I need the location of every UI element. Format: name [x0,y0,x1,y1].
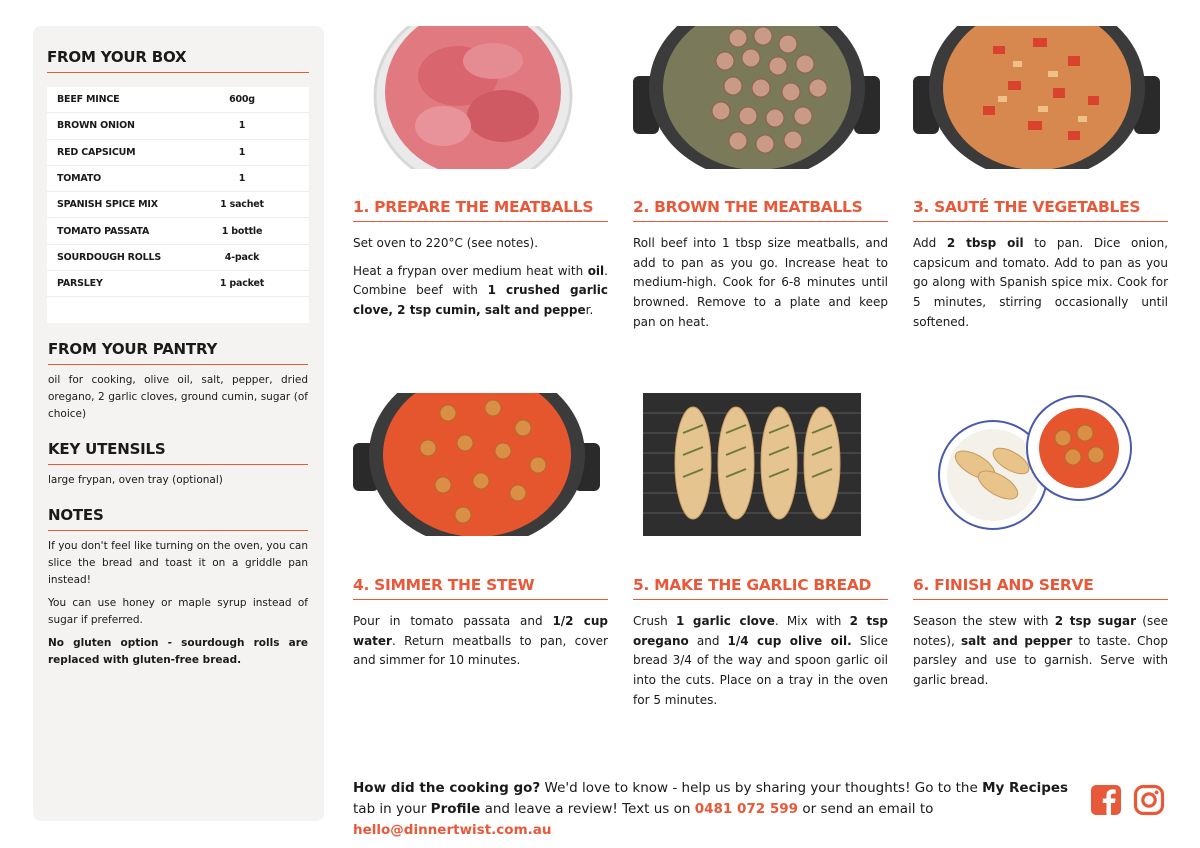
instruction-text: r. [585,303,594,318]
ingredient-row [47,218,309,244]
email-link[interactable]: hello@dinnertwist.com.au [353,822,552,838]
step-instructions [913,234,1168,333]
step-instructions [633,612,888,711]
feedback-footer [353,778,1073,841]
instruction-paragraph [633,234,888,333]
step-instructions [633,234,888,333]
ingredient-quantity: 1 [238,120,246,132]
ingredient-name: BROWN ONION [57,120,135,132]
instruction-text: Pour in tomato passata and [353,614,553,628]
my-recipes-link[interactable]: My Recipes [982,780,1069,796]
meatballs-in-pan-image [633,26,888,169]
pantry-text: oil for cooking, olive oil, salt, pepper, dried oregano, 2 garlic cloves, ground cumin, sugar (of choice) [48,374,308,420]
step-instructions [913,612,1168,691]
ingredient-quantity: 600g [229,94,255,106]
ingredient-quantity: 1 bottle [221,225,263,237]
instruction-highlight: 2 tsp oregano [633,614,889,648]
instruction-paragraph [913,612,1168,691]
instruction-text: Set oven to 220°C (see notes). [353,236,539,250]
instruction-text: to pan. Dice onion, capsicum and tomato. Add to pan as you go along with Spanish spice mix. Cook for 5 minutes, stirring occasionally until softened. [913,236,1169,329]
instruction-text: . Combine beef with [353,263,608,298]
instruction-highlight: 2 tsp sugar [1054,614,1137,628]
instagram-icon[interactable] [1133,784,1165,820]
step-title: 3. SAUTÉ THE VEGETABLES [913,198,1168,222]
instruction-text: Add [913,236,947,250]
ingredients-table [47,87,309,323]
instruction-highlight: salt and pepper [960,633,1073,648]
instruction-highlight: 1/4 cup olive oil. [727,633,852,648]
sidebar [33,26,324,821]
note-item: If you don't feel like turning on the oven, you can slice the bread and toast it on a griddle pan instead! [48,540,308,586]
utensils-text: large frypan, oven tray (optional) [48,474,223,486]
bowl-of-beef-mince-image [353,26,608,169]
vegetables-in-pan-image [913,26,1168,169]
instruction-highlight: 1 garlic clove [676,614,775,628]
instruction-text: . Return meatballs to pan, cover and simmer for 10 minutes. [353,633,608,668]
utensils-section [48,440,308,489]
ingredient-row [47,192,309,218]
ingredient-name: SPANISH SPICE MIX [57,199,158,211]
ingredient-quantity: 1 packet [219,278,265,290]
instruction-highlight: 1 crushed garlic clove, 2 tsp cumin, salt and peppe [353,283,609,318]
ingredient-name: RED CAPSICUM [57,146,136,158]
ingredient-quantity: 4-pack [224,251,260,263]
instruction-highlight: 1/2 cup water [353,614,608,648]
plated-stew-and-bread-image [913,393,1168,536]
ingredient-name: BEEF MINCE [57,94,120,106]
ingredient-quantity: 1 [238,146,246,158]
facebook-icon[interactable] [1090,784,1122,820]
ingredient-quantity: 1 [238,173,246,185]
garlic-bread-on-tray-image [633,393,888,536]
ingredient-row [47,166,309,192]
instruction-text: Slice bread 3/4 of the way and spoon garlic oil into the cuts. Place on a tray in the oven for 5 minutes. [633,633,888,707]
step-instructions [353,612,608,671]
step-title: 1. PREPARE THE MEATBALLS [353,198,608,222]
from-your-box-title: FROM YOUR BOX [47,48,309,73]
step-title: 5. MAKE THE GARLIC BREAD [633,576,888,600]
notes-title: NOTES [48,506,308,531]
pantry-title: FROM YOUR PANTRY [48,340,308,365]
step-instructions [353,234,608,321]
instruction-highlight: 2 tbsp oil [946,236,1024,250]
instruction-paragraph [353,234,608,254]
instruction-paragraph [633,612,888,711]
instruction-paragraph [913,234,1168,333]
utensils-title: KEY UTENSILS [48,440,308,465]
ingredient-row [47,245,309,271]
instruction-text: Roll beef into 1 tbsp size meatballs, and add to pan as you go. Increase heat to medium-high. Cook for 6-8 minutes until browned. Remove to a plate and keep pan on heat. [633,236,888,329]
ingredient-name: TOMATO [57,173,101,185]
from-your-box-section [47,48,309,323]
note-item: No gluten option - sourdough rolls are replaced with gluten-free bread. [48,637,308,666]
ingredient-row [47,113,309,139]
ingredient-row [47,140,309,166]
footer-text: and leave a review! Text us on [480,801,695,817]
instruction-highlight: oil [587,263,605,278]
instruction-text: Heat a frypan over medium heat with [353,263,588,278]
profile-link[interactable]: Profile [430,801,481,817]
footer-text: or send an email to [798,801,934,817]
feedback-question: How did the cooking go? [353,780,541,796]
note-item: You can use honey or maple syrup instead of sugar if preferred. [48,597,308,626]
ingredient-name: TOMATO PASSATA [57,225,150,237]
instruction-text: Crush [633,614,676,628]
footer-text: tab in your [353,801,431,817]
instruction-text: and [688,633,728,648]
instruction-text: (see notes), [913,614,1169,648]
ingredient-row [47,271,309,297]
instruction-text: . Mix with [774,614,850,628]
step-title: 6. FINISH AND SERVE [913,576,1168,600]
instruction-paragraph [353,262,608,321]
ingredient-name: PARSLEY [57,278,103,290]
ingredient-name: SOURDOUGH ROLLS [57,251,162,263]
step-title: 4. SIMMER THE STEW [353,576,608,600]
stew-in-pan-image [353,393,608,536]
step-title: 2. BROWN THE MEATBALLS [633,198,888,222]
notes-section [48,506,308,669]
phone-link[interactable]: 0481 072 599 [694,801,799,817]
pantry-section [48,340,308,423]
instruction-paragraph [353,612,608,671]
ingredient-row [47,87,309,113]
ingredient-quantity: 1 sachet [220,199,264,211]
instruction-text: to taste. Chop parsley and use to garnish. Serve with garlic bread. [913,633,1168,688]
footer-text: We'd love to know - help us by sharing your thoughts! Go to the [540,780,983,796]
instruction-text: Season the stew with [913,614,1055,628]
